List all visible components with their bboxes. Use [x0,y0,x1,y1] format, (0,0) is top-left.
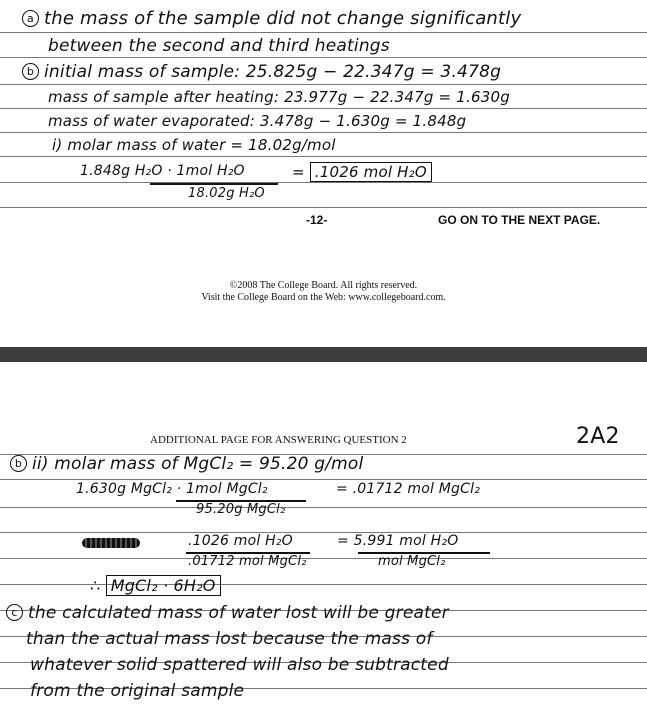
ruled-line [0,479,647,480]
website-notice: Visit the College Board on the Web: www.collegeboard.com. [201,292,446,303]
part-b-marker: b [10,455,27,472]
calc1-result: = .01712 mol MgCl₂ [336,481,481,497]
calc-denominator: 18.02g H₂O [188,186,265,201]
ruled-line [0,507,647,508]
part-a-line-2: between the second and third heatings [48,36,390,56]
ruled-line [0,32,647,33]
additional-page-header: ADDITIONAL PAGE FOR ANSWERING QUESTION 2 [150,434,407,446]
part-c-line-2: than the actual mass lost because the mass of [26,629,433,649]
part-a-marker: a [22,10,39,27]
ruled-line [0,182,647,183]
part-b-marker: b [22,63,39,80]
calc-numerator: 1.848g H₂O · 1mol H₂O [80,163,245,179]
initial-mass-line: b initial mass of sample: 25.825g − 22.347g = 3.478g [22,62,501,82]
ruled-line [0,558,647,559]
copyright-notice: ©2008 The College Board. All rights reserved. [229,280,418,291]
hydrate-formula-line: ∴ MgCl₂ · 6H₂O [90,576,221,595]
calc2-result-denominator: mol MgCl₂ [378,554,446,569]
ruled-line [0,132,647,133]
fraction-bar [150,183,278,185]
molar-mass-water-line: i) molar mass of water = 18.02g/mol [52,136,336,154]
calc2-denominator: .01712 mol MgCl₂ [188,554,307,569]
calc2-result-numerator: = 5.991 mol H₂O [337,533,459,549]
ruled-line [0,57,647,58]
part-c-marker: c [6,604,23,621]
part-a-line-1: a the mass of the sample did not change significantly [22,8,521,29]
page-separator [0,347,647,362]
scribble-mark [82,538,140,548]
water-moles-result: = .1026 mol H₂O [292,163,432,181]
go-on-instruction: GO ON TO THE NEXT PAGE. [438,213,601,227]
water-evaporated-line: mass of water evaporated: 3.478g − 1.630g = 1.848g [48,112,467,130]
ruled-line [0,84,647,85]
answer-page-12 [0,0,647,347]
mass-after-heating-line: mass of sample after heating: 23.977g − 22.347g = 1.630g [48,88,510,106]
calc1-denominator: 95.20g MgCl₂ [196,502,286,517]
additional-answer-page [0,362,647,712]
part-c-line-4: from the original sample [30,681,245,701]
calc1-numerator: 1.630g MgCl₂ · 1mol MgCl₂ [76,481,268,497]
calc2-numerator: .1026 mol H₂O [188,533,293,549]
part-c-line-1: c the calculated mass of water lost will be greater [6,603,449,623]
ruled-line [0,207,647,208]
page-number: -12- [306,213,328,227]
ruled-line [0,108,647,109]
part-c-line-3: whatever solid spattered will also be subtracted [30,655,449,675]
ruled-line [0,532,647,533]
page-tag: 2A2 [576,424,620,449]
ruled-line [0,156,647,157]
molar-mass-mgcl2-line: b ii) molar mass of MgCl₂ = 95.20 g/mol [10,454,363,474]
